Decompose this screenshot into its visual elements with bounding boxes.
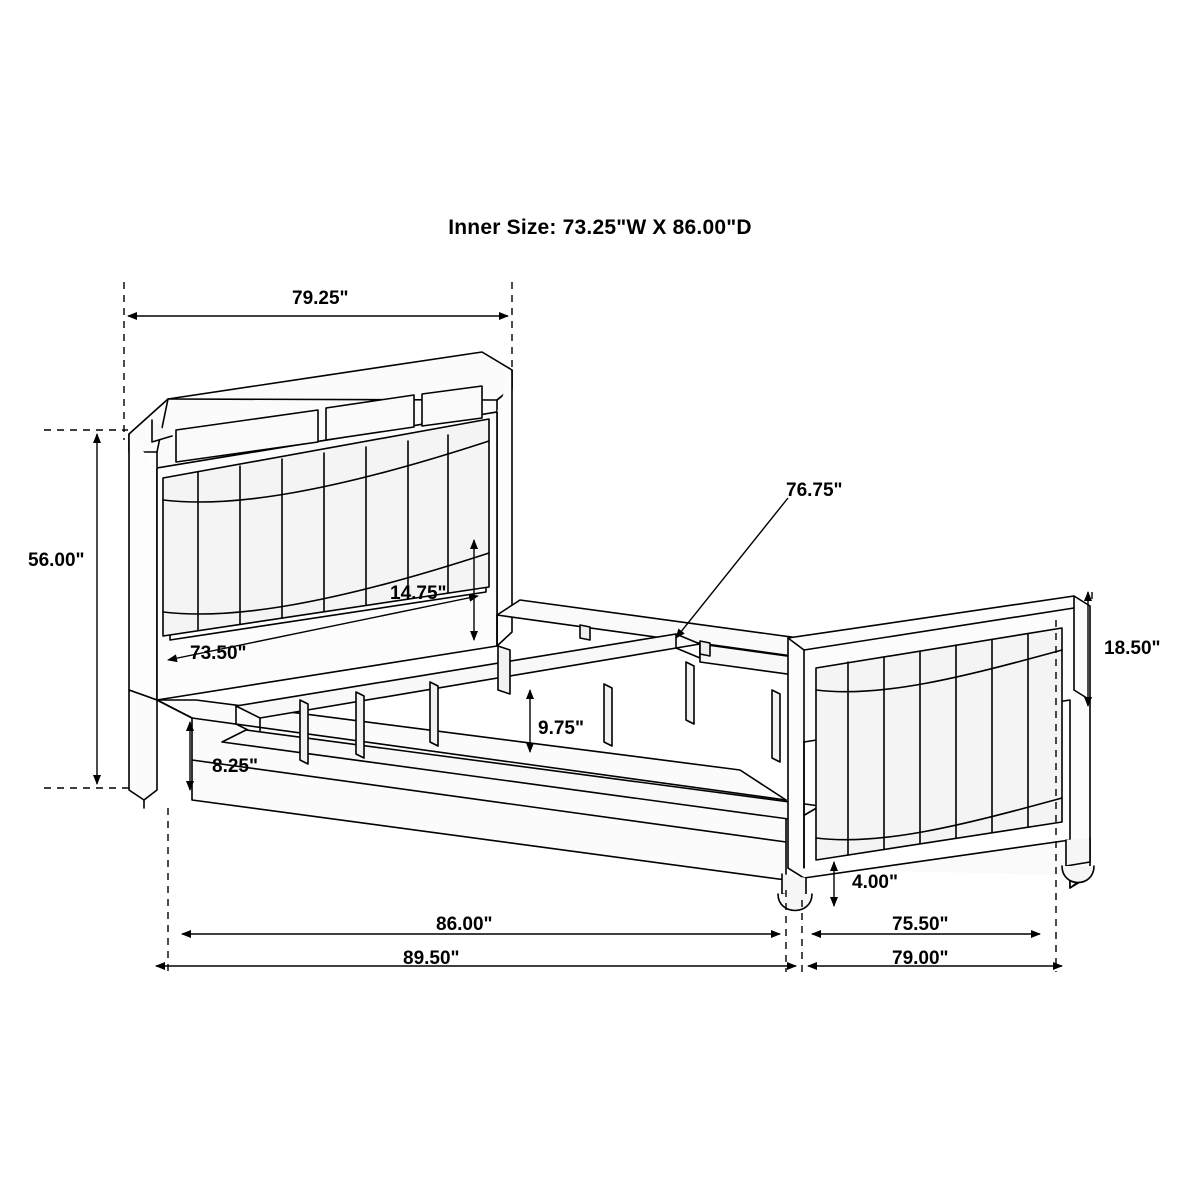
bed-outline-group xyxy=(129,352,1094,911)
dim-label-inner-width: 73.50" xyxy=(190,643,247,664)
dim-label-slat-support-height: 9.75" xyxy=(538,718,584,739)
dim-label-headboard-width: 79.25" xyxy=(292,288,349,309)
headboard-left-post xyxy=(129,434,157,700)
headboard-pane-upper-right xyxy=(422,386,482,426)
dim-label-foot-post-height: 4.00" xyxy=(852,872,898,893)
bun-foot-right xyxy=(1062,866,1094,883)
bun-foot-left xyxy=(778,894,812,911)
headboard-right-post xyxy=(497,370,512,646)
support-leg-1 xyxy=(300,700,308,764)
dim-label-overall-height: 56.00" xyxy=(28,550,85,571)
dim-label-footboard-width: 79.00" xyxy=(892,948,949,969)
dim-label-center-rail-length: 76.75" xyxy=(786,480,843,501)
support-leg-3 xyxy=(430,682,438,746)
dim-label-footboard-inner-width: 75.50" xyxy=(892,914,949,935)
footboard-upholstery xyxy=(816,628,1062,860)
dim-label-headboard-panel-height: 14.75" xyxy=(390,583,447,604)
headboard-left-leg xyxy=(129,690,157,800)
foot-post-right xyxy=(1066,838,1090,866)
diagram-title: Inner Size: 73.25"W X 86.00"D xyxy=(448,216,752,239)
support-leg-2 xyxy=(356,692,364,758)
dim-label-overall-depth: 89.50" xyxy=(403,948,460,969)
support-leg-5 xyxy=(686,662,694,724)
support-leg-center xyxy=(498,646,510,694)
leader-line-76-75 xyxy=(676,498,788,638)
dim-label-side-rail-clearance: 8.25" xyxy=(212,756,258,777)
dim-label-inner-depth: 86.00" xyxy=(436,914,493,935)
support-leg-6 xyxy=(772,690,780,762)
dim-label-footboard-height: 18.50" xyxy=(1104,638,1161,659)
support-leg-4 xyxy=(604,684,612,746)
